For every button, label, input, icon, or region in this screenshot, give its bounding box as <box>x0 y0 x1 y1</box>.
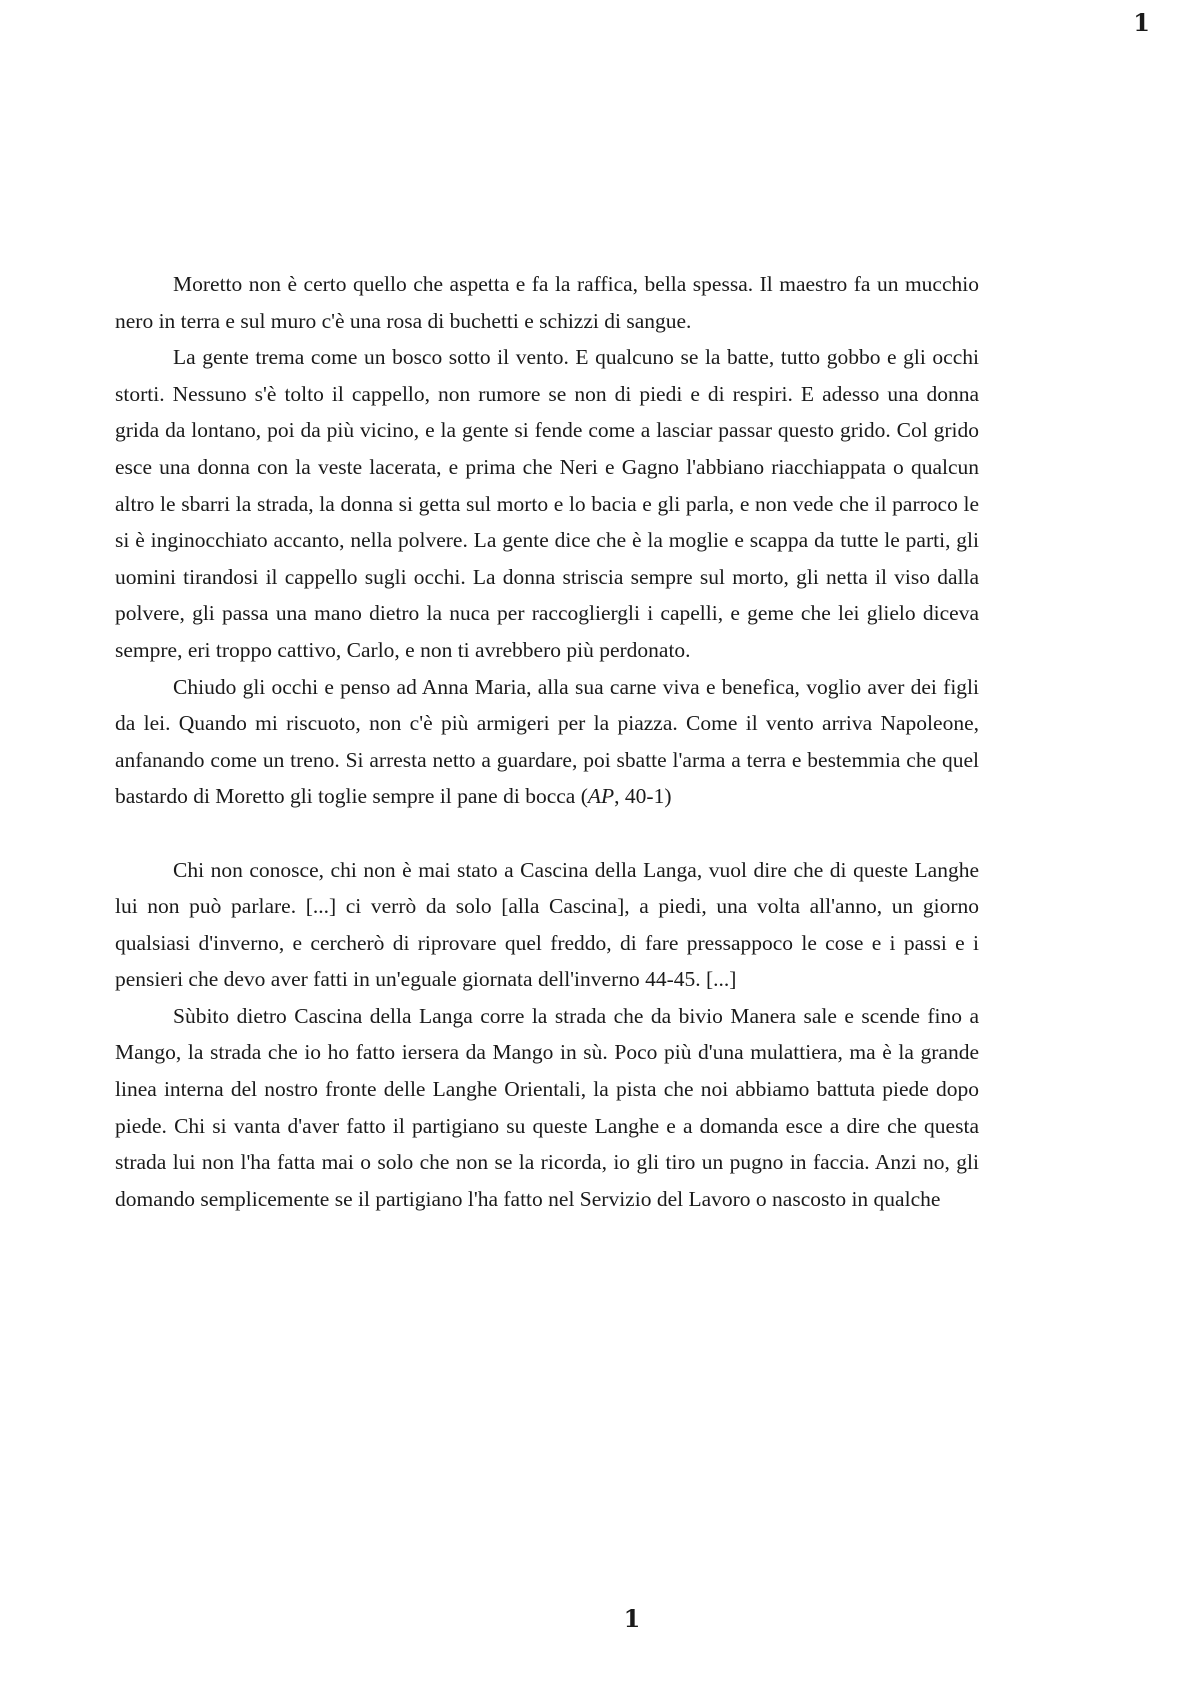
paragraph-text: , 40-1) <box>614 784 672 809</box>
page-number-bottom: 1 <box>623 1604 641 1633</box>
citation-abbreviation: AP <box>587 784 615 809</box>
blank-line <box>115 815 979 852</box>
paragraph: La gente trema come un bosco sotto il vento. E qualcuno se la batte, tutto gobbo e gli occhi storti. Nessuno s'è tolto il cappello, non rumore se non di piedi e di respiri. E adesso una donna grida da lontano, poi da più vicino, e la gente si fende come a lasciar passar questo grido. Col grido esce una donna con la veste lacerata, e prima che Neri e Gagno l'abbiano riacchiappata o qualcun altro le sbarri la strada, la donna si getta sul morto e lo bacia e gli parla, e non vede che il parroco le si è inginocchiato accanto, nella polvere. La gente dice che è la moglie e scappa da tutte le parti, gli uomini tirandosi il cappello sugli occhi. La donna striscia sempre sul morto, gli netta il viso dalla polvere, gli passa una mano dietro la nuca per raccogliergli i capelli, e geme che lei glielo diceva sempre, eri troppo cattivo, Carlo, e non ti avrebbero più perdonato. <box>115 345 979 662</box>
page-number-top: 1 <box>1133 8 1150 37</box>
paragraph: Sùbito dietro Cascina della Langa corre la strada che da bivio Manera sale e scende fino a Mango, la strada che io ho fatto iersera da Mango in sù. Poco più d'una mulattiera, ma è la grande linea interna del nostro fronte delle Langhe Orientali, la pista che noi abbiamo battuta piede dopo piede. Chi si vanta d'aver fatto il partigiano su queste Langhe e a domanda esce a dire che questa strada lui non l'ha fatta mai o solo che non se la ricorda, io gli tiro un pugno in faccia. Anzi no, gli domando semplicemente se il partigiano l'ha fatto nel Servizio del Lavoro o nascosto in qualche <box>115 1003 979 1211</box>
body-text <box>115 266 979 1217</box>
paragraph-text: Chiudo gli occhi e penso ad Anna Maria, alla sua carne viva e benefica, voglio aver dei figli da lei. Quando mi riscuoto, non c'è più armigeri per la piazza. Come il vento arriva Napoleone, anfanando come un treno. Si arresta netto a guardare, poi sbatte l'arma a terra e bestemmia che quel bastardo di Moretto gli toglie sempre il pane di bocca ( <box>115 674 979 809</box>
paragraph: Chi non conosce, chi non è mai stato a Cascina della Langa, vuol dire che di queste Langhe lui non può parlare. [...] ci verrò da solo [alla Cascina], a piedi, una volta all'anno, un giorno qualsiasi d'inverno, e cercherò di riprovare quel freddo, di fare pressappoco le cose e i passi e i pensieri che devo aver fatti in un'eguale giornata dell'inverno 44-45. [...] <box>115 857 979 992</box>
paragraph: Moretto non è certo quello che aspetta e fa la raffica, bella spessa. Il maestro fa un mucchio nero in terra e sul muro c'è una rosa di buchetti e schizzi di sangue. <box>115 272 979 333</box>
paragraph <box>115 669 979 815</box>
